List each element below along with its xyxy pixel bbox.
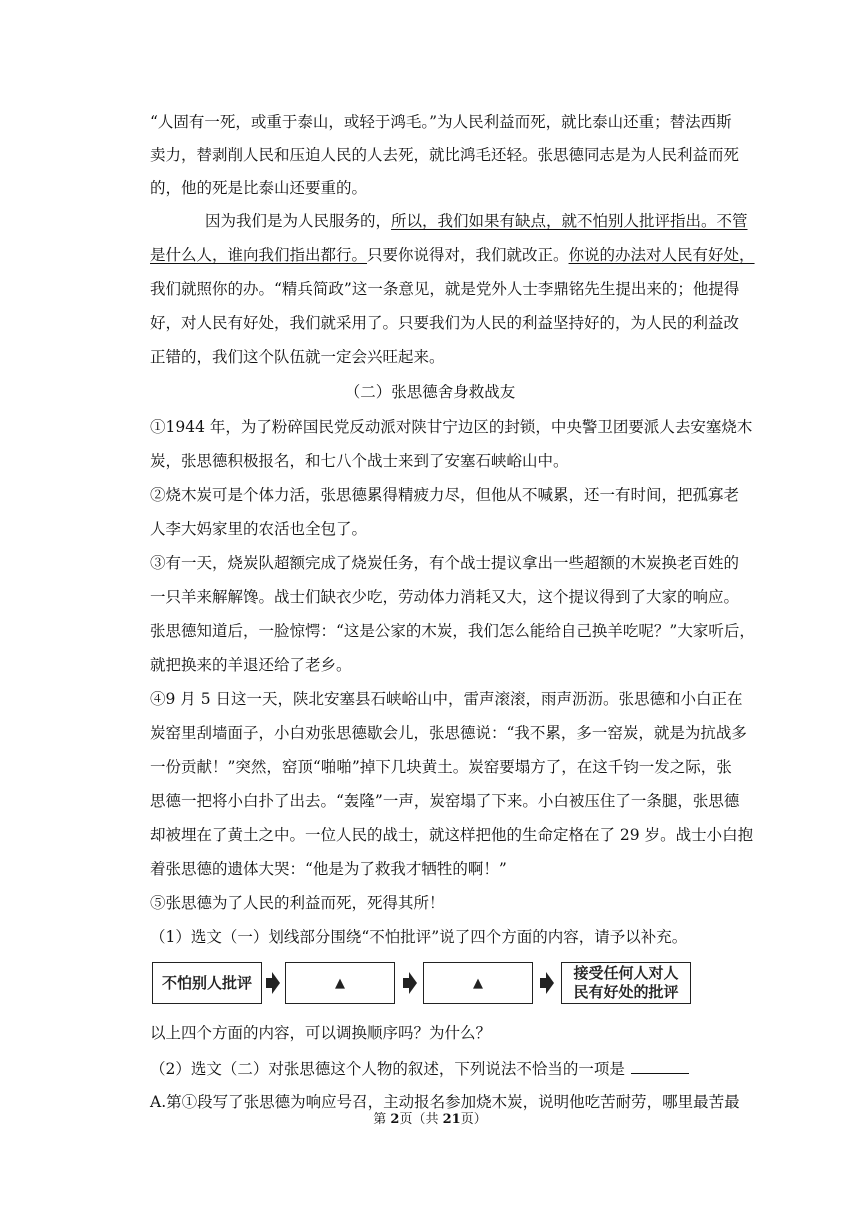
passage-one-para2-line-2: [150, 244, 755, 266]
footer-suffix: 页）: [460, 1112, 487, 1127]
passage-one-para2-line-5: 正错的，我们这个队伍就一定会兴旺起来。: [150, 348, 445, 366]
triangle-placeholder-icon: ▲: [473, 975, 483, 991]
footer-prefix: 第: [373, 1112, 391, 1127]
passage-two-line-8: 就把换来的羊退还给了老乡。: [150, 656, 352, 674]
question-2-text: （2）选文（二）对张思德这个人物的叙述，下列说法不恰当的一项是: [150, 1060, 625, 1078]
flow-box-3: [423, 962, 533, 1004]
footer-page-number: 2: [390, 1112, 400, 1127]
passage-two-line-12: 思德一把将小白扑了出去。“轰隆”一声，炭窑塌了下来。小白被压住了一条腿，张思德: [150, 792, 740, 810]
passage-two-line-2: 炭，张思德积极报名，和七八个战士来到了安塞石峡峪山中。: [150, 452, 569, 470]
passage-two-line-11: 一份贡献！”突然，窑顶“啪啪”掉下几块黄土。炭窑要塌方了，在这千钧一发之际，张: [150, 758, 732, 776]
question-1: （1）选文（一）划线部分围绕“不怕批评”说了四个方面的内容，请予以补充。: [150, 928, 688, 946]
footer-total-pages: 21: [442, 1112, 461, 1127]
passage-two-line-6: 一只羊来解解馋。战士们缺衣少吃，劳动体力消耗又大，这个提议得到了大家的响应。: [150, 588, 740, 606]
flow-diagram: [150, 958, 710, 1010]
plain-text: 只要你说得对，我们就改正。: [367, 246, 569, 264]
passage-one-para2-line-4: 好，对人民有好处，我们就采用了。只要我们为人民的利益坚持好的，为人民的利益改: [150, 314, 740, 332]
flow-box-1: 不怕别人批评: [152, 962, 262, 1004]
flow-box-4-line-1: 接受任何人对人: [573, 964, 679, 982]
flow-box-2: [285, 962, 395, 1004]
page-footer: [0, 1111, 860, 1129]
question-1-follow-up: 以上四个方面的内容，可以调换顺序吗？为什么？: [150, 1024, 492, 1042]
passage-two-line-10: 炭窑里刮墙面子，小白劝张思德歇会儿，张思德说：“我不累，多一窑炭，就是为抗战多: [150, 724, 747, 742]
passage-one-line-3: 的，他的死是比泰山还要重的。: [150, 179, 368, 197]
underlined-text: 是什么人，谁向我们指出都行。: [150, 246, 368, 264]
passage-two-line-3: ②烧木炭可是个体力活，张思德累得精疲力尽，但他从不喊累，还一有时间，把孤寡老: [150, 486, 740, 504]
arrow-right-icon: [266, 970, 280, 996]
answer-blank[interactable]: [631, 1057, 689, 1074]
arrow-right-icon: [540, 970, 554, 996]
triangle-placeholder-icon: ▲: [335, 975, 345, 991]
passage-one-line-2: 卖力，替剥削人民和压迫人民的人去死，就比鸿毛还轻。张思德同志是为人民利益而死: [150, 146, 740, 164]
underlined-text: 所以，我们如果有缺点，就不怕别人批评指出。不管: [391, 212, 748, 230]
passage-one-line-1: “人固有一死，或重于泰山，或轻于鸿毛。”为人民利益而死，就比泰山还重；替法西斯: [150, 113, 732, 131]
passage-one-para2-line-3: 我们就照你的办。“精兵简政”这一条意见，就是党外人士李鼎铭先生提出来的；他提得: [150, 280, 740, 298]
passage-two-line-4: 人李大妈家里的农活也全包了。: [150, 520, 368, 538]
flow-box-4-line-2: 民有好处的批评: [573, 983, 679, 1001]
flow-box-4: [561, 962, 691, 1004]
plain-text: 因为我们是为人民服务的，: [205, 212, 392, 230]
passage-two-title: （二）张思德舍身救战友: [344, 383, 516, 401]
passage-two-line-5: ③有一天，烧炭队超额完成了烧炭任务，有个战士提议拿出一些超额的木炭换老百姓的: [150, 554, 740, 572]
passage-two-line-1: ①1944 年，为了粉碎国民党反动派对陕甘宁边区的封锁，中央警卫团要派人去安塞烧木: [150, 418, 753, 436]
passage-two-line-14: 着张思德的遗体大哭：“他是为了救我才牺牲的啊！”: [150, 860, 507, 878]
passage-two-line-15: ⑤张思德为了人民的利益而死，死得其所！: [150, 894, 445, 912]
arrow-right-icon: [403, 970, 417, 996]
underlined-text: 你说的办法对人民有好处，: [568, 246, 755, 264]
footer-middle: 页（共: [399, 1112, 443, 1127]
passage-one-para2-line-1: [205, 210, 748, 232]
question-2: [150, 1057, 730, 1080]
option-a: A.第①段写了张思德为响应号召，主动报名参加烧木炭，说明他吃苦耐劳，哪里最苦最: [150, 1093, 740, 1111]
passage-two-line-13: 却被埋在了黄土之中。一位人民的战士，就这样把他的生命定格在了 29 岁。战士小白抱: [150, 826, 754, 844]
passage-two-line-9: ④9 月 5 日这一天，陕北安塞县石峡峪山中，雷声滚滚，雨声沥沥。张思德和小白正在: [150, 690, 743, 708]
passage-two-line-7: 张思德知道后，一脸惊愕：“这是公家的木炭，我们怎么能给自己换羊吃呢？”大家听后，: [150, 622, 755, 640]
